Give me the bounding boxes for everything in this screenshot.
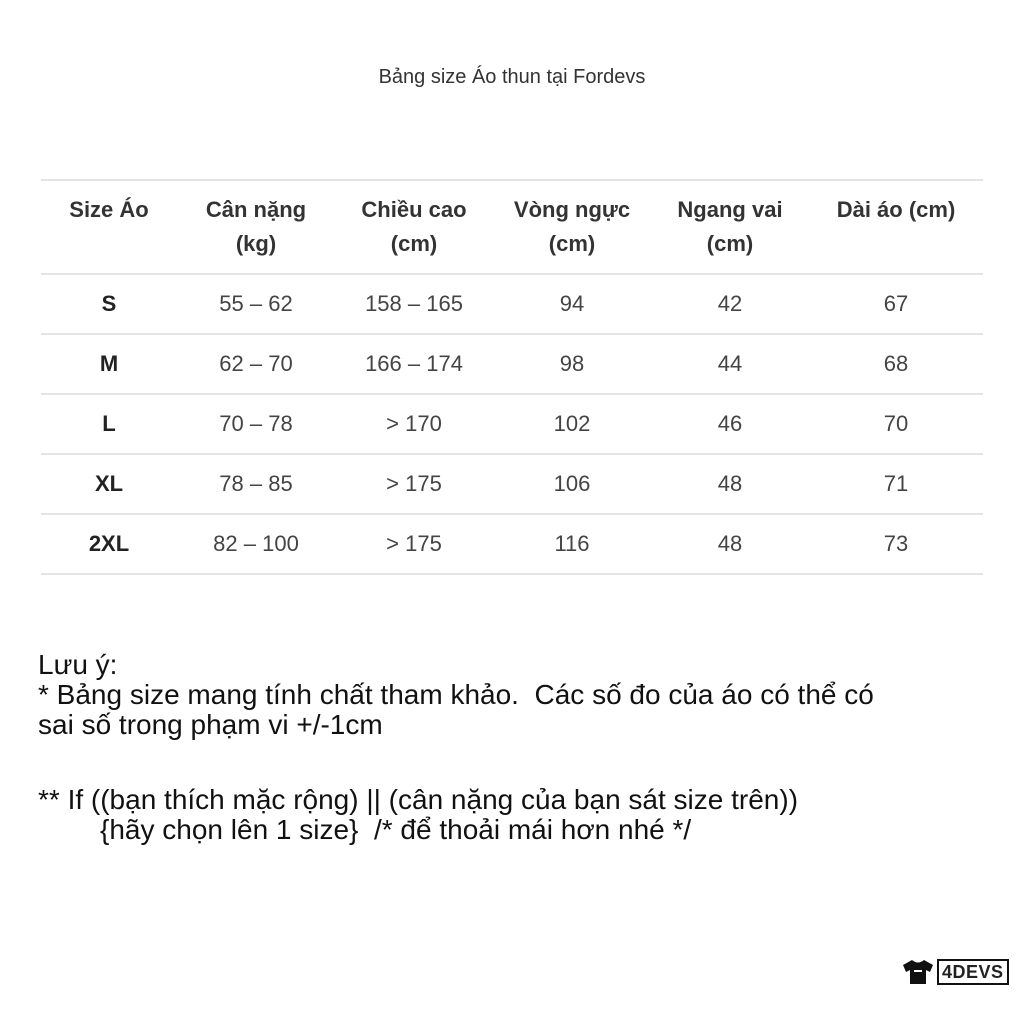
weight-cell: 70 – 78 bbox=[177, 394, 335, 454]
size-cell: M bbox=[41, 334, 177, 394]
shoulder-cell: 42 bbox=[651, 274, 809, 334]
note-size-up-condition: ** If ((bạn thích mặc rộng) || (cân nặng của bạn sát size trên)) bbox=[38, 784, 799, 815]
height-cell: > 175 bbox=[335, 514, 493, 574]
table-row bbox=[41, 454, 983, 514]
length-cell: 68 bbox=[809, 334, 983, 394]
height-cell: > 175 bbox=[335, 454, 493, 514]
height-cell: 166 – 174 bbox=[335, 334, 493, 394]
chest-cell: 102 bbox=[493, 394, 651, 454]
size-cell: XL bbox=[41, 454, 177, 514]
weight-cell: 78 – 85 bbox=[177, 454, 335, 514]
weight-cell: 82 – 100 bbox=[177, 514, 335, 574]
header-height: Chiều cao (cm) bbox=[335, 180, 493, 274]
length-cell: 71 bbox=[809, 454, 983, 514]
tshirt-icon bbox=[902, 959, 934, 985]
header-shoulder: Ngang vai (cm) bbox=[651, 180, 809, 274]
weight-cell: 62 – 70 bbox=[177, 334, 335, 394]
length-cell: 70 bbox=[809, 394, 983, 454]
page-title: Bảng size Áo thun tại Fordevs bbox=[378, 66, 646, 88]
shoulder-cell: 48 bbox=[651, 514, 809, 574]
size-cell: S bbox=[41, 274, 177, 334]
table-row bbox=[41, 334, 983, 394]
note-tolerance: sai số trong phạm vi +/-1cm bbox=[38, 709, 383, 740]
notes-section bbox=[38, 650, 1008, 845]
chest-cell: 94 bbox=[493, 274, 651, 334]
table-row bbox=[41, 274, 983, 334]
chest-cell: 106 bbox=[493, 454, 651, 514]
shoulder-cell: 48 bbox=[651, 454, 809, 514]
shoulder-cell: 46 bbox=[651, 394, 809, 454]
table-header-row bbox=[41, 180, 983, 274]
header-size: Size Áo bbox=[41, 180, 177, 274]
logo-text: 4DEVS bbox=[937, 959, 1009, 985]
brand-logo bbox=[902, 957, 1009, 987]
note-size-up-action: {hãy chọn lên 1 size} /* để thoải mái hơn nhé */ bbox=[100, 814, 692, 845]
weight-cell: 55 – 62 bbox=[177, 274, 335, 334]
height-cell: > 170 bbox=[335, 394, 493, 454]
table-row bbox=[41, 394, 983, 454]
length-cell: 67 bbox=[809, 274, 983, 334]
height-cell: 158 – 165 bbox=[335, 274, 493, 334]
header-length: Dài áo (cm) bbox=[809, 180, 983, 274]
header-chest: Vòng ngực (cm) bbox=[493, 180, 651, 274]
size-table bbox=[41, 179, 983, 575]
chest-cell: 98 bbox=[493, 334, 651, 394]
table-row bbox=[41, 514, 983, 574]
notes-heading: Lưu ý: bbox=[38, 649, 118, 680]
size-cell: L bbox=[41, 394, 177, 454]
note-reference: * Bảng size mang tính chất tham khảo. Các số đo của áo có thể có bbox=[38, 679, 874, 710]
size-cell: 2XL bbox=[41, 514, 177, 574]
length-cell: 73 bbox=[809, 514, 983, 574]
header-weight: Cân nặng (kg) bbox=[177, 180, 335, 274]
chest-cell: 116 bbox=[493, 514, 651, 574]
shoulder-cell: 44 bbox=[651, 334, 809, 394]
